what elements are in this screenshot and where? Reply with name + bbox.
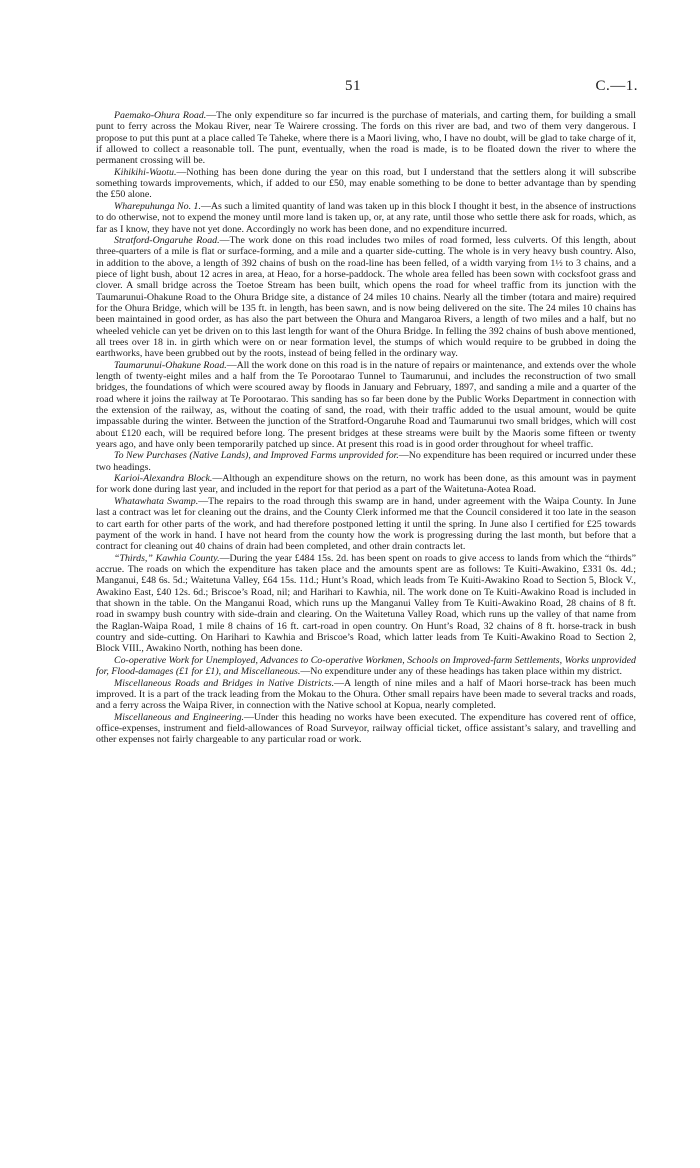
paragraph-heading: Wharepuhunga No. 1. <box>114 200 201 212</box>
paragraph-text: —As such a limited quantity of land was taken up in this block I thought it best, in the absence of instructions to do otherwise, not to expend the money until more land is taken up, or, at any rate, until those who settle there ask for roads, which, as far as I know, they have not yet done. Accordingly no work has been done, and no expenditure incurred. <box>96 200 636 235</box>
paragraph-heading: Miscellaneous and Engineering. <box>114 711 244 723</box>
paragraph-heading: Miscellaneous Roads and Bridges in Native Districts. <box>114 677 335 689</box>
paragraph-text: —A length of nine miles and a half of Maori horse-track has been much improved. It is a part of the track leading from the Mokau to the Ohura. Other small repairs have been made to several tracks and roads, and a ferry across the Waipa River, in connection with the Native school at Kopua, nearly completed. <box>96 677 636 712</box>
paragraph-text: —Nothing has been done during the year on this road, but I understand that the settlers along it will subscribe something towards improvements, which, if added to our £50, may enable something to be done to better advantage than by spending the £50 alone. <box>96 166 636 201</box>
paragraph-text: —The only expenditure so far incurred is the purchase of materials, and carting them, for building a small punt to ferry across the Mokau River, near Te Wairere crossing. The fords on this river are bad, and two of them very dangerous. I propose to put this punt at a place called Te Taheke, where there is a Maori living, who, I have no doubt, will be glad to take charge of it, if allowed to collect a reasonable toll. The punt, eventually, when the road is made, is to be floated down the river to where the permanent crossing will be. <box>96 110 636 167</box>
paragraph-text: —The repairs to the road through this swamp are in hand, under agreement with the Waipa County. In June last a contract was let for cleaning out the drains, and the County Clerk informed me that the Council considered it too late in the season to cart earth for other parts of the work, and had therefore postponed letting it until the spring. In June also I certified for £25 towards payment of the work in hand. I have not heard from the county how the work is progressing during the last month, but before that a contract for cleaning out 40 chains of drain had been completed, and other drain contracts let. <box>96 495 636 553</box>
document-code: C.—1. <box>595 78 638 94</box>
paragraph-text: —During the year £484 15s. 2d. has been spent on roads to give access to lands from which the “thirds” accrue. The roads on which the expenditure has taken place and the amounts spent are as follows: Te Kuiti-Awakino, £331 0s. 4d.; Manganui, £48 6s. 5d.; Waitetuna Valley, £64 15s. 11d.; Hunt’s Road, which leads from Te Kuiti-Awakino Road to Section 5, Block V., Awakino East, £40 12s. 6d.; Briscoe’s Road, nil; and Harihari to Kawhia, nil. The work done on Te Kuiti-Awakino Road is included in that shown in the table. On the Manganui Road, which runs up the Manganui Valley from Te Kuiti-Awakino Road, 28 chains of 8 ft. road in swampy bush country with side-drain and clearing. On the Waitetuna Valley Road, which runs up the valley of that name from the Raglan-Waipa Road, 1 mile 8 chains of 16 ft. cart-road in open country. On Hunt’s Road, 32 chains of 8 ft. horse-track in bush country and side-cutting. On Harihari to Kawhia and Briscoe’s Road, which latter leads from Te Kuiti-Awakino Road to Section 2, Block VIII., Awakino North, nothing has been done. <box>96 552 636 655</box>
paragraph-heading: Co-operative Work for Unemployed, Advances to Co-operative Workmen, Schools on Improved-farm Settlements, Works unprovided for, Flood-damages (£1 for £1), and Miscellaneous. <box>96 654 636 677</box>
paragraph-karioi-alexandra <box>96 473 636 496</box>
paragraph-taumarunui-ohakune <box>96 360 636 451</box>
report-body <box>96 110 636 746</box>
paragraph-paemako-ohura <box>96 110 636 167</box>
paragraph-co-operative-work <box>96 655 636 678</box>
paragraph-heading: Stratford-Ongaruhe Road. <box>114 235 220 246</box>
paragraph-native-districts <box>96 678 636 712</box>
paragraph-text: —The work done on this road includes two miles of road formed, less culverts. Of this length, about three-quarters of a mile is flat or surface-forming, and a mile and a quarter side-cutting. The whole is in very heavy bush country. Also, in addition to the above, a length of 392 chains of bush on the road-line has been felled, of a width varying from 1½ to 3 chains, and a piece of light bush, about 12 acres in area, at Heao, for a horse-paddock. The whole area felled has been sown with cocksfoot grass and clover. A small bridge across the Toetoe Stream has been built, which opens the road for wheel traffic from its junction with the Taumarunui-Ohakune Road to the Ohura Bridge site, a distance of 24 miles 10 chains. Nearly all the timber (totara and maire) required for the Ohura Bridge, which will be 135 ft. in length, has been sawn, and is now being delivered on the site. The 24 miles 10 chains has been maintained in good order, as has also the part between the Ohura and Mangaroa Rivers, a length of two miles and a half, but no wheeled vehicle can yet be driven on to this last length for want of the Ohura Bridge. In felling the 392 chains of bush above mentioned, all trees over 18 in. in girth which were on or near formation level, the stumps of which would require to be grubbed in doing the earthworks, have been grubbed out by the roots, instead of being felled in the ordinary way. <box>96 235 636 360</box>
paragraph-text: —Although an expenditure shows on the return, no work has been done, as this amount was in payment for work done during last year, and included in the report for that period as a part of the Waitetuna-Aotea Road. <box>96 473 636 496</box>
paragraph-heading: Kihikihi-Waotu. <box>114 166 177 178</box>
paragraph-heading: “Thirds,” Kawhia County. <box>114 552 220 564</box>
paragraph-text: —No expenditure has been required or incurred under these two headings. <box>96 450 636 473</box>
paragraph-new-purchases <box>96 450 636 473</box>
paragraph-stratford-ongaruhe <box>96 235 636 359</box>
paragraph-heading: Paemako-Ohura Road. <box>114 110 207 121</box>
paragraph-heading: Taumarunui-Ohakune Road. <box>114 359 227 371</box>
paragraph-wharepuhunga <box>96 201 636 235</box>
paragraph-text: —All the work done on this road is in the nature of repairs or maintenance, and extends over the whole length of twenty-eight miles and a half from the Te Porootarao Tunnel to Taumarunui, and includes the reconstruction of two small bridges, the foundations of which were scoured away by floods in January and February, 1897, and sanding a mile and a quarter of the road where it joins the railway at Te Porootarao. This sanding has so far been done by the Public Works Department in connection with the extension of the railway, as, without the coating of sand, the road, with their traffic added to the usual amount, would be quite impassable during the winter. Between the junction of the Stratford-Ongaruhe Road and Taumarunui two small bridges, which will cost about £120 each, will be required before long. The present bridges at these streams were built by the Maoris some fifteen or twenty years ago, and have only been temporarily patched up since. At present this road is in good order throughout for wheel traffic. <box>96 359 636 450</box>
paragraph-heading: To New Purchases (Native Lands), and Improved Farms unprovided for. <box>114 450 399 462</box>
paragraph-thirds-kawhia <box>96 553 636 655</box>
paragraph-text: —Under this heading no works have been executed. The expenditure has covered rent of office, office-expenses, instrument and field-allowances of Road Surveyor, railway official ticket, office assistant’s salary, and travelling and other expenses not fairly chargeable to any particular road or work. <box>96 711 636 746</box>
paragraph-text: —No expenditure under any of these headings has taken place within my district. <box>300 666 623 677</box>
paragraph-heading: Karioi-Alexandra Block. <box>114 473 213 485</box>
paragraph-kihikihi-waotu <box>96 167 636 201</box>
paragraph-miscellaneous-engineering <box>96 712 636 746</box>
paragraph-whatawhata-swamp <box>96 496 636 553</box>
page-number: 51 <box>345 78 361 94</box>
paragraph-heading: Whatawhata Swamp. <box>114 495 199 507</box>
